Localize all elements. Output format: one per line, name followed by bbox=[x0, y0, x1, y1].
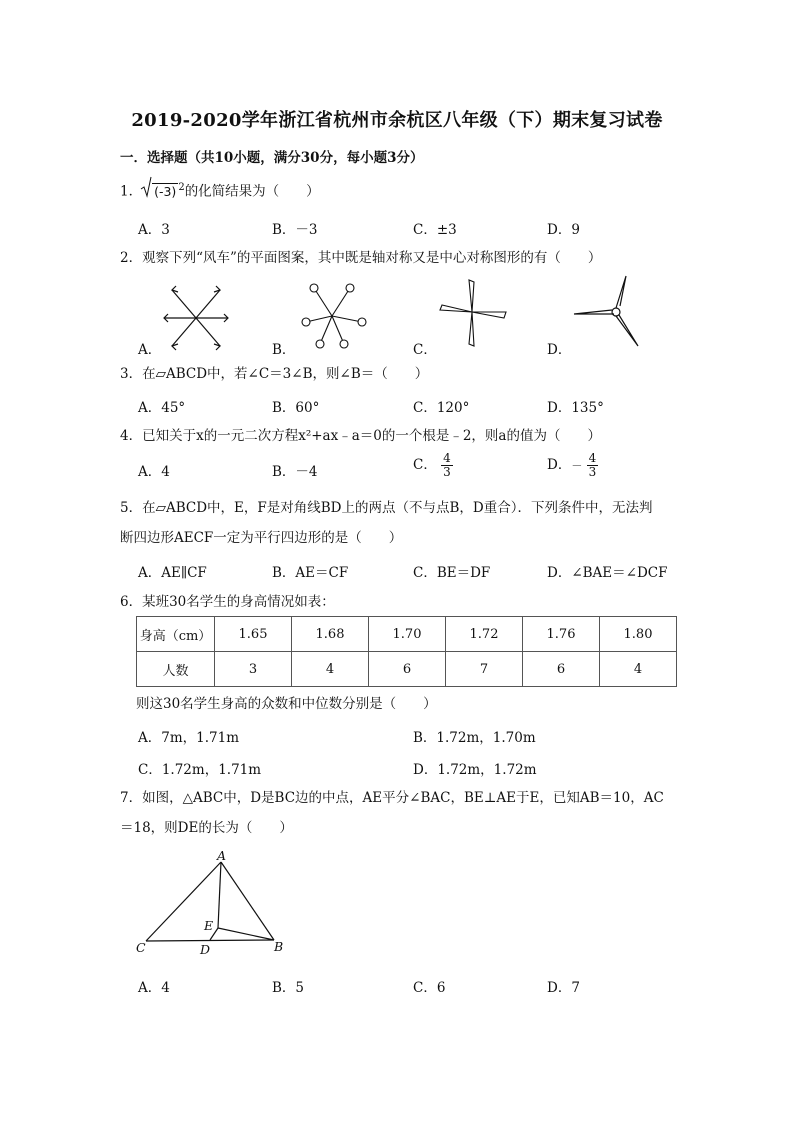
numerator: 4 bbox=[588, 451, 597, 465]
triangle-figure bbox=[132, 848, 292, 960]
table-cell: 7 bbox=[446, 652, 523, 687]
q2-option-a[interactable]: A． bbox=[138, 342, 162, 358]
q3-option-b[interactable]: B．60° bbox=[272, 400, 320, 416]
section-heading: 一．选择题（共10小题，满分30分，每小题3分） bbox=[120, 150, 424, 166]
q5-option-c[interactable]: C．BE＝DF bbox=[413, 565, 491, 581]
table-cell: 3 bbox=[215, 652, 292, 687]
q4-option-d-label: D． bbox=[547, 457, 572, 473]
label-d: D bbox=[200, 942, 211, 957]
table-cell: 4 bbox=[292, 652, 369, 687]
q6-option-c[interactable]: C．1.72m，1.71m bbox=[138, 762, 262, 778]
table-cell: 1.65 bbox=[215, 617, 292, 652]
q2-option-d[interactable]: D． bbox=[547, 342, 572, 358]
question-6: 6．某班30名学生的身高情况如表： bbox=[120, 594, 335, 610]
denominator: 3 bbox=[443, 465, 451, 479]
q7-option-a[interactable]: A．4 bbox=[138, 980, 170, 996]
table-header-cell: 人数 bbox=[137, 652, 215, 687]
windmill-figure-c bbox=[438, 278, 510, 350]
q1-option-d[interactable]: D．9 bbox=[547, 222, 580, 238]
question-3: 3．在▱ABCD中，若∠C＝3∠B，则∠B＝（ ） bbox=[120, 366, 429, 382]
table-cell: 1.76 bbox=[523, 617, 600, 652]
table-row bbox=[137, 652, 677, 687]
q1-option-a[interactable]: A．3 bbox=[138, 222, 170, 238]
windmill-figure-b bbox=[298, 280, 370, 350]
q1-option-c[interactable]: C．±3 bbox=[413, 222, 457, 238]
question-7-line-2: ＝18，则DE的长为（ ） bbox=[120, 820, 293, 836]
side-ab bbox=[221, 862, 274, 940]
numerator: 4 bbox=[443, 451, 451, 465]
q7-option-d[interactable]: D．7 bbox=[547, 980, 580, 996]
question-5-line-2: 断四边形AECF一定为平行四边形的是（ ） bbox=[120, 530, 403, 546]
q4-option-d[interactable] bbox=[547, 452, 598, 479]
q4-option-c[interactable] bbox=[413, 452, 453, 479]
table-cell: 1.68 bbox=[292, 617, 369, 652]
q7-option-b[interactable]: B．5 bbox=[272, 980, 305, 996]
q5-option-b[interactable]: B．AE＝CF bbox=[272, 565, 349, 581]
q5-option-a[interactable]: A．AE∥CF bbox=[138, 565, 207, 581]
question-7-line-1: 7．如图，△ABC中，D是BC边的中点，AE平分∠BAC，BE⊥AE于E，已知AB＝10，AC bbox=[120, 790, 664, 806]
table-cell: 1.80 bbox=[600, 617, 677, 652]
label-a: A bbox=[217, 848, 227, 863]
question-1 bbox=[120, 178, 320, 202]
q1-option-b[interactable]: B．－3 bbox=[272, 222, 318, 238]
q4-option-c-label: C． bbox=[413, 457, 437, 473]
table-cell: 1.72 bbox=[446, 617, 523, 652]
table-cell: 4 bbox=[600, 652, 677, 687]
table-row bbox=[137, 617, 677, 652]
label-b: B bbox=[274, 939, 284, 954]
q2-option-c[interactable]: C． bbox=[413, 342, 437, 358]
windmill-figure-d bbox=[572, 274, 648, 350]
radicand: (-3) bbox=[154, 183, 177, 199]
exponent: 2 bbox=[178, 182, 185, 193]
sqrt-expression bbox=[142, 178, 185, 202]
question-6-followup: 则这30名学生身高的众数和中位数分别是（ ） bbox=[136, 696, 437, 712]
label-c: C bbox=[136, 940, 146, 955]
table-cell: 6 bbox=[523, 652, 600, 687]
fraction bbox=[587, 452, 599, 479]
q3-option-d[interactable]: D．135° bbox=[547, 400, 604, 416]
q3-option-a[interactable]: A．45° bbox=[138, 400, 186, 416]
q7-option-c[interactable]: C．6 bbox=[413, 980, 446, 996]
height-table bbox=[136, 616, 677, 687]
windmill-figure-a bbox=[160, 284, 236, 354]
fraction bbox=[441, 452, 453, 479]
table-cell: 6 bbox=[369, 652, 446, 687]
q6-option-a[interactable]: A．7m，1.71m bbox=[138, 730, 239, 746]
segment-ae bbox=[218, 862, 221, 928]
q1-text: 的化简结果为（ ） bbox=[184, 183, 320, 200]
q5-option-d[interactable]: D．∠BAE＝∠DCF bbox=[547, 565, 668, 581]
question-5-line-1: 5．在▱ABCD中，E，F是对角线BD上的两点（不与点B，D重合）．下列条件中，无法判 bbox=[120, 500, 653, 516]
table-cell: 1.70 bbox=[369, 617, 446, 652]
question-4: 4．已知关于x的一元二次方程x²+ax﹣a＝0的一个根是﹣2，则a的值为（ ） bbox=[120, 428, 601, 444]
q6-option-b[interactable]: B．1.72m，1.70m bbox=[413, 730, 536, 746]
q3-option-c[interactable]: C．120° bbox=[413, 400, 470, 416]
q6-option-d[interactable]: D．1.72m，1.72m bbox=[413, 762, 537, 778]
side-bc bbox=[146, 940, 274, 941]
segment-be bbox=[218, 928, 274, 940]
label-e: E bbox=[204, 918, 214, 933]
q4-option-a[interactable]: A．4 bbox=[138, 464, 170, 480]
radical-sign bbox=[140, 176, 152, 198]
table-header-cell: 身高（cm） bbox=[137, 617, 215, 652]
q4-option-b[interactable]: B．－4 bbox=[272, 464, 318, 480]
q1-number: 1． bbox=[120, 183, 143, 200]
q2-option-b[interactable]: B． bbox=[272, 342, 296, 358]
question-2: 2．观察下列“风车”的平面图案，其中既是轴对称又是中心对称图形的有（ ） bbox=[120, 250, 602, 266]
page-title: 2019-2020学年浙江省杭州市余杭区八年级（下）期末复习试卷 bbox=[131, 110, 663, 131]
denominator: 3 bbox=[588, 465, 597, 479]
minus-sign: － bbox=[571, 459, 583, 472]
